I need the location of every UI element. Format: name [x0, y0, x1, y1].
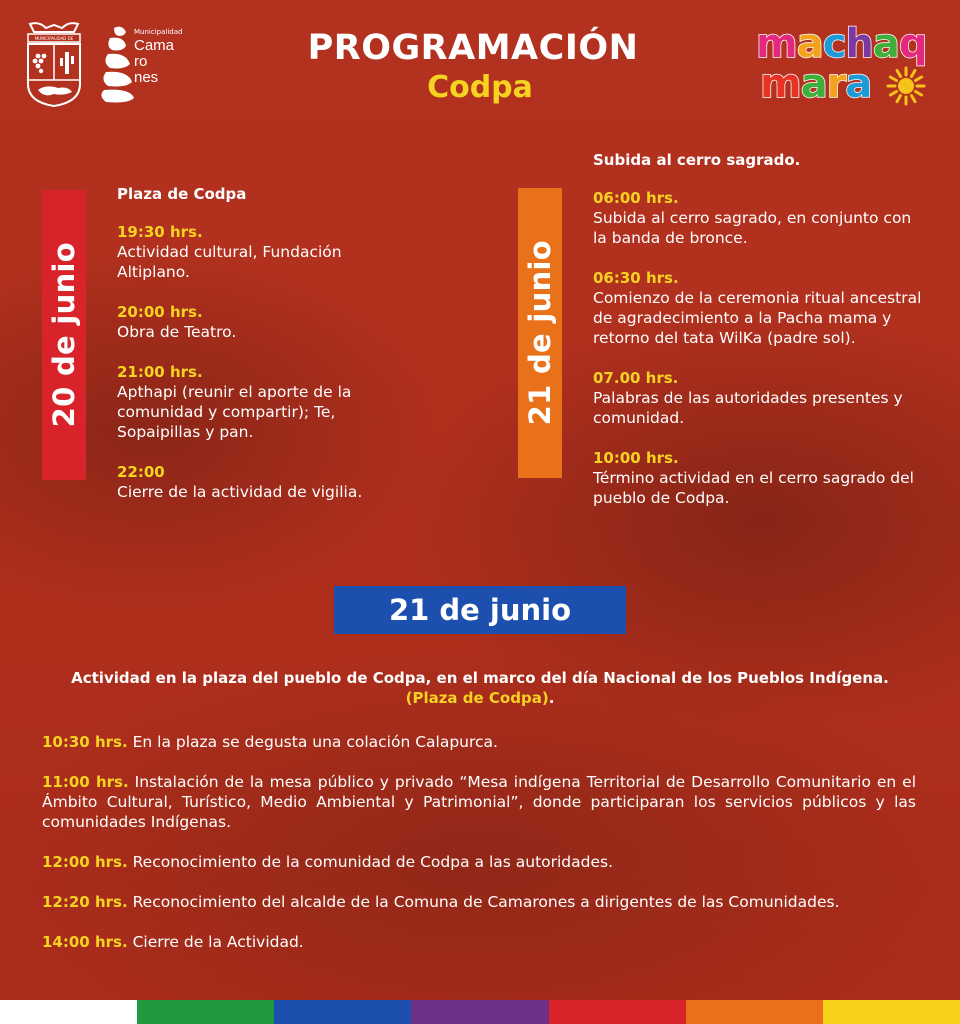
plaza-entry [42, 772, 916, 832]
page-subtitle: Codpa [427, 70, 533, 105]
brand-letter: m [760, 61, 801, 107]
sun-ray [890, 92, 896, 96]
entry-time: 12:20 hrs. [42, 893, 128, 911]
plaza-entry [42, 732, 916, 752]
brand-letter: a [796, 21, 823, 67]
entry-description: Palabras de las autoridades presentes y comunidad. [593, 389, 903, 427]
brand-letter: r [826, 61, 846, 107]
brand-line-1 [756, 21, 927, 67]
brand-line-2 [760, 61, 872, 107]
plaza-entry [42, 932, 916, 952]
date-banner-21-junio [518, 188, 562, 478]
entry-description: En la plaza se degusta una colación Calapurca. [132, 733, 498, 751]
sun-ray [897, 70, 901, 76]
entry-time: 07.00 hrs. [593, 369, 679, 387]
plaza-intro-end: . [548, 689, 555, 707]
entry-description: Cierre de la actividad de vigilia. [117, 483, 363, 501]
color-strip-segment [823, 1000, 960, 1024]
plaza-intro-place: (Plaza de Codpa) [405, 689, 549, 707]
muni-logo-small-text: Municipalidad [134, 28, 183, 36]
sun-ray [916, 92, 922, 96]
schedule-entry [593, 268, 923, 348]
entry-time: 19:30 hrs. [117, 223, 203, 241]
brand-letter: m [756, 21, 797, 67]
machaq-mara-logo [752, 21, 942, 108]
entry-time: 12:00 hrs. [42, 853, 128, 871]
brand-letter: h [845, 21, 873, 67]
page-title: PROGRAMACIÓN [307, 28, 639, 68]
date-banner-label: 21 de junio [388, 593, 572, 627]
entry-description: Obra de Teatro. [117, 323, 237, 341]
entry-time: 22:00 [117, 463, 165, 481]
entry-time: 21:00 hrs. [117, 363, 203, 381]
color-strip-segment [411, 1000, 548, 1024]
entry-description: Reconocimiento de la comunidad de Codpa a las autoridades. [132, 853, 614, 871]
brand-letter: c [822, 21, 846, 67]
brand-letter: a [872, 21, 899, 67]
sun-ray [912, 96, 916, 102]
schedule-entry [593, 448, 923, 508]
sun-ray [897, 96, 901, 102]
plaza-entry [42, 852, 916, 872]
entry-description: Instalación de la mesa público y privado “Mesa indígena Territorial de Desarrollo Comunitario en el Ámbito Cultural, Turístico, Medio Ambiental y Patrimonial”, donde participaran los servicios públicos y las comunidades Indígenas. [42, 773, 916, 831]
date-banner-label: 21 de junio [523, 240, 557, 426]
entry-time: 14:00 hrs. [42, 933, 128, 951]
schedule-21-junio [593, 150, 923, 528]
entry-time: 06:00 hrs. [593, 189, 679, 207]
entry-description: Actividad cultural, Fundación Altiplano. [117, 243, 342, 281]
schedule-20-junio [117, 184, 407, 522]
color-strip-segment [686, 1000, 823, 1024]
color-strip-segment [549, 1000, 686, 1024]
color-strip-segment [137, 1000, 274, 1024]
brand-letter: q [898, 21, 927, 67]
plaza-intro-text: Actividad en la plaza del pueblo de Codpa, en el marco del día Nacional de los Pueblos Indígena. [71, 669, 889, 687]
sun-ray [916, 77, 922, 81]
muni-logo-word: ro [134, 53, 148, 70]
entry-time: 10:30 hrs. [42, 733, 128, 751]
entry-description: Subida al cerro sagrado, en conjunto con la banda de bronce. [593, 209, 912, 247]
entry-time: 06:30 hrs. [593, 269, 679, 287]
entry-description: Comienzo de la ceremonia ritual ancestral de agradecimiento a la Pacha mama y retorno del tata WilKa (padre sol). [593, 289, 922, 347]
brand-letter: a [800, 61, 827, 107]
color-strip-segment [274, 1000, 411, 1024]
schedule-entry [593, 188, 923, 248]
muni-logo-word: Cama [134, 37, 175, 54]
color-strip-segment [0, 1000, 137, 1024]
date-banner-plaza [334, 586, 626, 634]
sun-ray [890, 77, 896, 81]
schedule-heading: Plaza de Codpa [117, 185, 247, 203]
entry-description: Cierre de la Actividad. [132, 933, 304, 951]
plaza-intro [40, 668, 920, 708]
color-strip [0, 1000, 960, 1024]
schedule-heading: Subida al cerro sagrado. [593, 151, 801, 169]
plaza-schedule [42, 732, 916, 972]
date-banner-20-junio [42, 190, 86, 480]
sun-icon [886, 66, 926, 106]
entry-time: 11:00 hrs. [42, 773, 129, 791]
entry-time: 20:00 hrs. [117, 303, 203, 321]
date-banner-label: 20 de junio [47, 242, 81, 428]
schedule-entry [117, 302, 407, 342]
schedule-entry [117, 362, 407, 442]
entry-description: Término actividad en el cerro sagrado del pueblo de Codpa. [593, 469, 914, 507]
entry-description: Apthapi (reunir el aporte de la comunidad y compartir); Te, Sopaipillas y pan. [117, 383, 352, 441]
brand-letter: a [845, 61, 872, 107]
sun-ray [912, 70, 916, 76]
schedule-entry [117, 222, 407, 282]
crest-caption: MUNICIPALIDAD DE CAMARONES [34, 36, 74, 46]
plaza-entry [42, 892, 916, 912]
entry-description: Reconocimiento del alcalde de la Comuna de Camarones a dirigentes de las Comunidades. [132, 893, 840, 911]
schedule-entry [593, 368, 923, 428]
schedule-entry [117, 462, 407, 502]
entry-time: 10:00 hrs. [593, 449, 679, 467]
muni-logo-word: nes [134, 69, 159, 86]
